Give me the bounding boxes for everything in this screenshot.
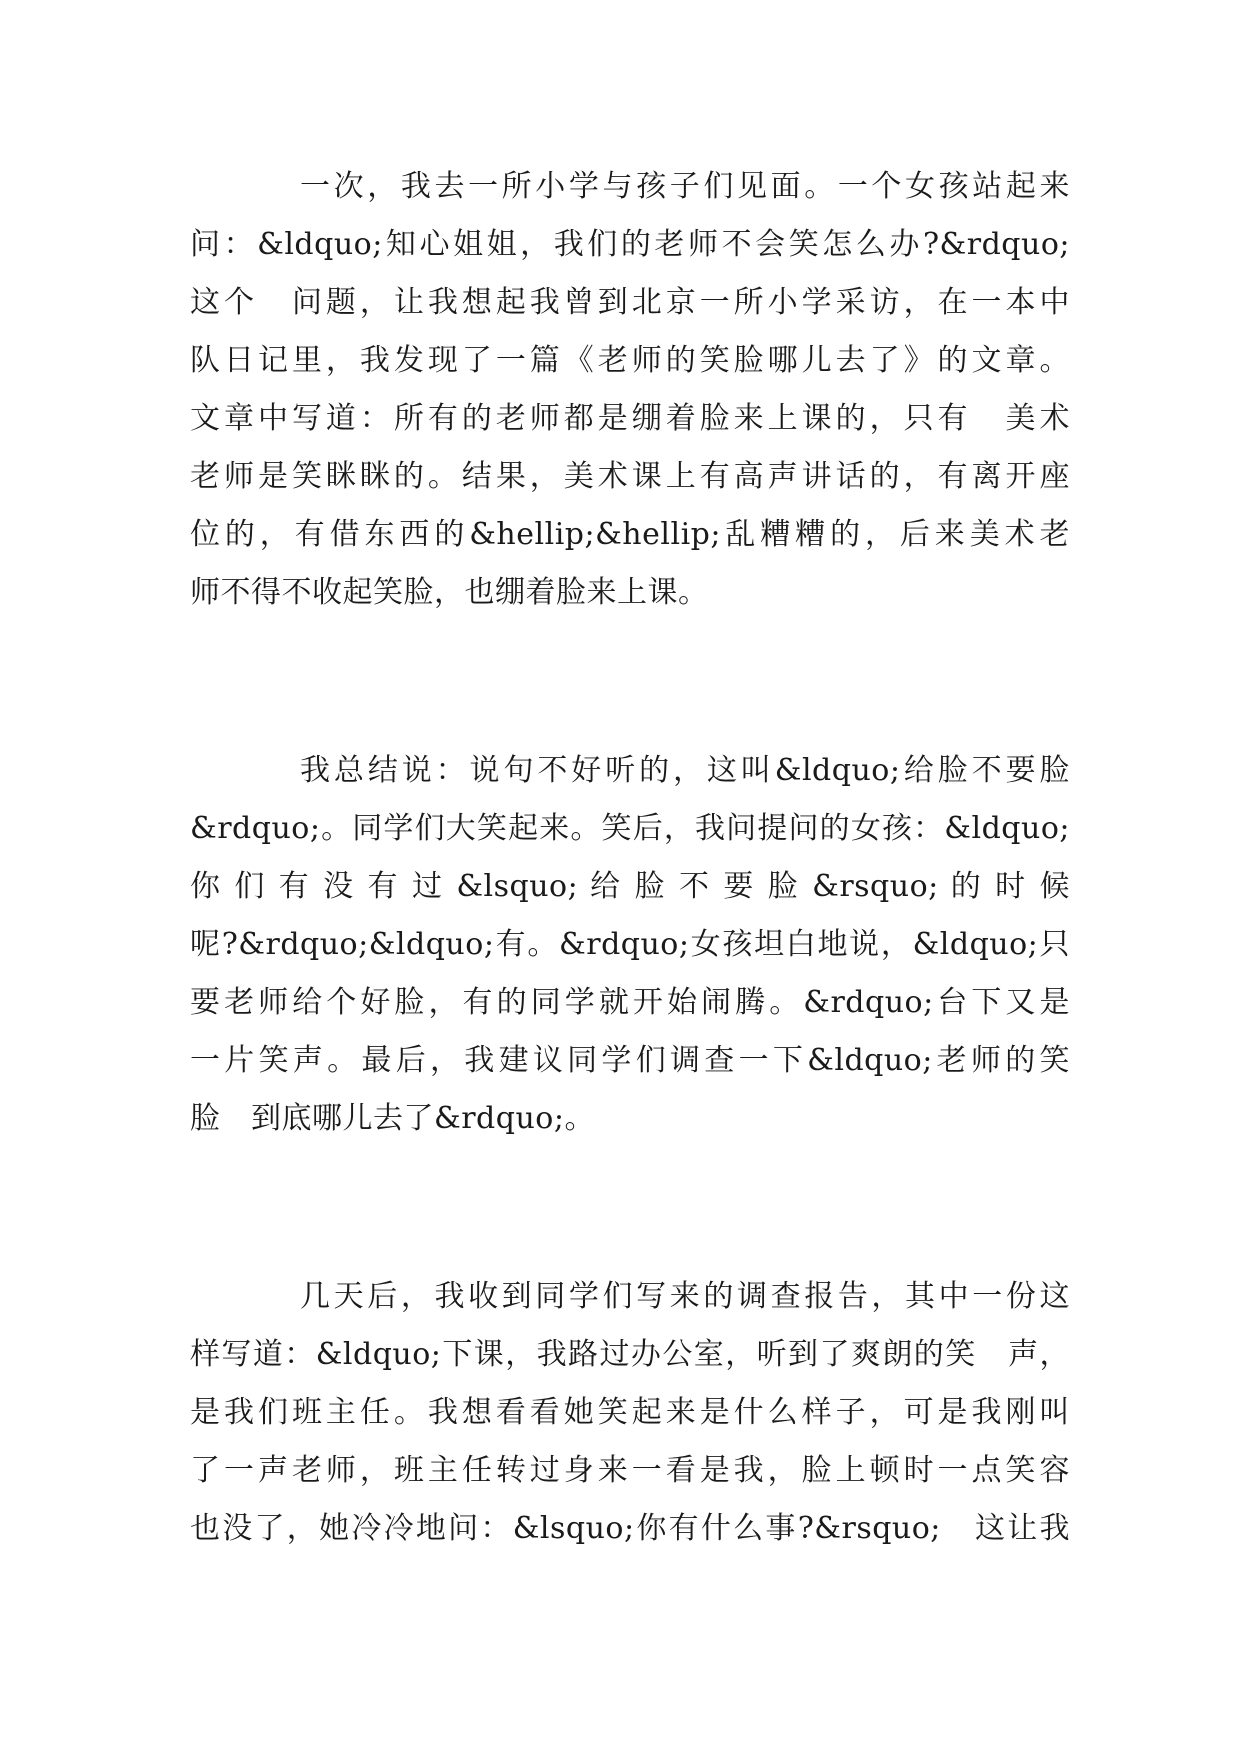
text-line: 老师是笑眯眯的。结果，美术课上有高声讲话的，有离开座 [190,459,1070,494]
text-line: 样写道：&ldquo;下课，我路过办公室，听到了爽朗的笑 声， [190,1337,1070,1372]
paragraph-3 [190,1268,1070,1558]
paragraph-2 [190,742,1070,1148]
text-line: 这个 问题，让我想起我曾到北京一所小学采访，在一本中 [190,285,1070,320]
text-line: 要老师给个好脸，有的同学就开始闹腾。&rdquo;台下又是 [190,985,1070,1020]
text-line: 脸 到底哪儿去了&rdquo;。 [190,1101,595,1136]
text-line: 师不得不收起笑脸，也绷着脸来上课。 [190,575,709,610]
text-line: 也没了，她冷冷地问：&lsquo;你有什么事?&rsquo; 这让我 [190,1511,1070,1546]
text-line: 几天后，我收到同学们写来的调查报告，其中一份这 [300,1279,1070,1314]
text-line: 队日记里，我发现了一篇《老师的笑脸哪儿去了》的文章。 [190,343,1070,378]
text-line: 你 们 有 没 有 过 &lsquo; 给 脸 不 要 脸 &rsquo; 的 时 候 [190,869,1070,904]
text-line: 一片笑声。最后，我建议同学们调查一下&ldquo;老师的笑 [190,1043,1070,1078]
paragraph-1 [190,158,1070,622]
text-line: 呢?&rdquo;&ldquo;有。&rdquo;女孩坦白地说，&ldquo;只 [190,927,1070,962]
text-line: 位的，有借东西的&hellip;&hellip;乱糟糟的，后来美术老 [190,517,1070,552]
text-line: 我总结说：说句不好听的，这叫&ldquo;给脸不要脸 [300,753,1070,788]
text-line: 一次，我去一所小学与孩子们见面。一个女孩站起来 [300,169,1070,204]
text-line: &rdquo;。同学们大笑起来。笑后，我问提问的女孩：&ldquo; [190,811,1070,846]
text-line: 是我们班主任。我想看看她笑起来是什么样子，可是我刚叫 [190,1395,1070,1430]
text-line: 文章中写道：所有的老师都是绷着脸来上课的，只有 美术 [190,401,1070,436]
text-line: 问：&ldquo;知心姐姐，我们的老师不会笑怎么办?&rdquo; [190,227,1070,262]
text-line: 了一声老师，班主任转过身来一看是我，脸上顿时一点笑容 [190,1453,1070,1488]
